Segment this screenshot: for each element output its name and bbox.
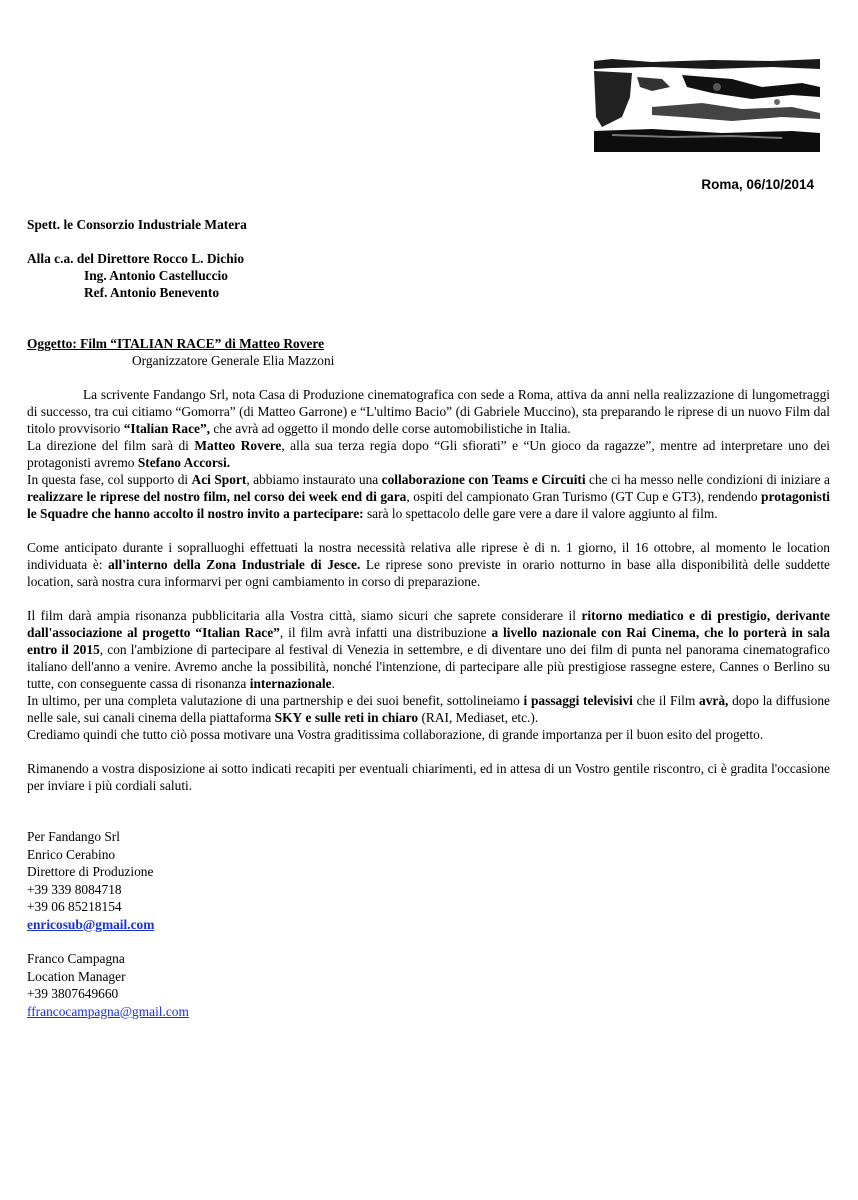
signature-phone: +39 339 8084718 <box>27 881 122 897</box>
letter-body <box>27 216 830 1020</box>
paragraph-tv: In ultimo, per una completa valutazione di una partnership e dei suoi benefit, sottolineiamo i passaggi televisivi che il Film avrà, dopo la diffusione nelle sale, sui canali cinema della piattaforma SKY e sulle reti in chiaro (RAI, Mediaset, etc.). <box>27 693 831 725</box>
signature-name: Franco Campagna <box>27 951 125 966</box>
signature-phone: +39 3807649660 <box>27 986 119 1001</box>
subject-organizer: Organizzatore Generale Elia Mazzoni <box>132 353 335 368</box>
signature-company: Per Fandango Srl <box>27 829 120 844</box>
subject-line: Oggetto: Film “ITALIAN RACE” di Matteo Rovere <box>27 336 325 351</box>
signature-producer <box>27 828 830 933</box>
paragraph-greetings: Rimanendo a vostra disposizione ai sotto indicati recapiti per eventuali chiarimenti, ed in attesa di un Vostro gentile riscontro, ci è gradita l'occasione per inviare i più cordiali saluti. <box>27 761 830 793</box>
paragraph-closing: Crediamo quindi che tutto ciò possa motivare una Vostra graditissima collaborazione, di grande importanza per il buon esito del progetto. <box>27 727 764 742</box>
paragraph-phase: In questa fase, col supporto di Aci Sport, abbiamo instaurato una collaborazione con Teams e Circuiti che ci ha messo nelle condizioni di iniziare a realizzare le riprese del nostro film, nel corso dei week end di gara, ospiti del campionato Gran Turismo (GT Cup e GT3), rendendo protagonisti le Squadre che hanno accolto il nostro invito a partecipare: sarà lo spettacolo delle gare vere a dare il valore aggiunto al film. <box>27 472 830 521</box>
recipient-attn: Alla c.a. del Direttore Rocco L. Dichio <box>27 251 245 266</box>
signature-phone: +39 06 85218154 <box>27 899 122 914</box>
paragraph-publicity: Il film darà ampia risonanza pubblicitaria alla Vostra città, siamo sicuri che saprete considerare il ritorno mediatico e di prestigio, derivante dall'associazione al progetto “Italian Race”, il film avrà infatti una distribuzione a livello nazionale con Rai Cinema, che lo porterà in sala entro il 2015, con l'ambizione di partecipare al festival di Venezia in settembre, e di diventare uno dei film di punta nel panorama cinematografico italiano dell'anno a venire. Avremo anche la possibilità, nonché l'intenzione, di partecipare alle più prestigiose rassegne estere, Cannes o Berlino su tutte, con conseguente cassa di risonanza internazionale. <box>27 608 830 691</box>
film-logo-icon <box>592 57 822 154</box>
signature-role: Direttore di Produzione <box>27 864 154 879</box>
email-link-location-manager[interactable]: ffrancocampagna@gmail.com <box>27 1003 189 1019</box>
signature-name: Enrico Cerabino <box>27 846 116 862</box>
letter-date: Roma, 06/10/2014 <box>701 177 814 192</box>
recipient-line: Ref. Antonio Benevento <box>84 285 220 300</box>
recipient-line: Spett. le Consorzio Industriale Matera <box>27 217 247 232</box>
paragraph-location: Come anticipato durante i sopralluoghi effettuati la nostra necessità relativa alle riprese è di n. 1 giorno, il 16 ottobre, al momento le location individuata è: all'interno della Zona Industriale di Jesce. Le riprese sono previste in orario notturno in base alla disponibilità delle suddette location, sarà nostra cura informarvi per ogni cambiamento in corso di preparazione. <box>27 540 830 589</box>
email-link-producer[interactable]: enricosub@gmail.com <box>27 916 155 932</box>
signature-location-manager <box>27 950 830 1020</box>
paragraph-intro: La scrivente Fandango Srl, nota Casa di Produzione cinematografica con sede a Roma, attiva da anni nella realizzazione di lungometraggi di successo, tra cui citiamo “Gomorra” (di Matteo Garrone) e “L'ultimo Bacio” (di Gabriele Muccino), sta preparando le riprese di un nuovo Film dal titolo provvisorio “Italian Race”, che avrà ad oggetto il mondo delle corse automobilistiche in Italia. <box>27 387 830 436</box>
paragraph-direction: La direzione del film sarà di Matteo Rovere, alla sua terza regia dopo “Gli sfiorati” e “Un gioco da ragazze”, mentre ad interpretare uno dei protagonisti avremo Stefano Accorsi. <box>27 438 830 470</box>
signature-role: Location Manager <box>27 968 126 984</box>
recipient-line: Ing. Antonio Castelluccio <box>84 268 228 283</box>
